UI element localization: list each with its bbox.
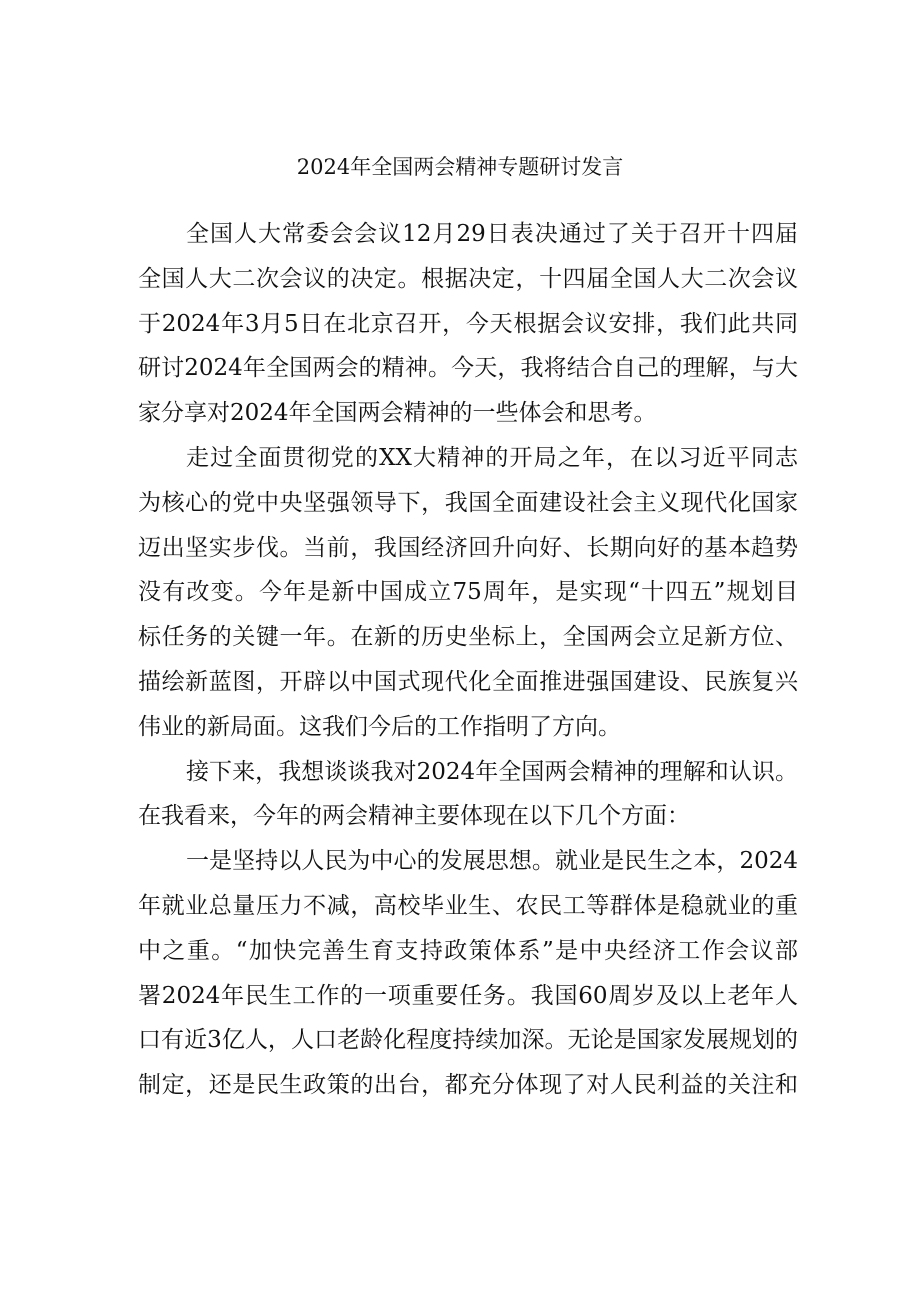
paragraph-line: 年就业总量压力不减，高校毕业生、农民工等群体是稳就业的重 (138, 892, 798, 919)
paragraph-line: 迈出坚实步伐。当前，我国经济回升向好、长期向好的基本趋势 (138, 534, 798, 561)
paragraph-line: 家分享对2024年全国两会精神的一些体会和思考。 (138, 400, 657, 427)
paragraph-line: 研讨2024年全国两会的精神。今天，我将结合自己的理解，与大 (138, 355, 798, 382)
paragraph-line: 走过全面贯彻党的XX大精神的开局之年，在以习近平同志 (186, 444, 798, 471)
paragraph-line: 标任务的关键一年。在新的历史坐标上，全国两会立足新方位、 (138, 624, 798, 651)
paragraph-line: 接下来，我想谈谈我对2024年全国两会精神的理解和认识。 (186, 758, 798, 785)
document-title: 2024年全国两会精神专题研讨发言 (296, 155, 624, 179)
paragraph-line: 没有改变。今年是新中国成立75周年，是实现“十四五”规划目 (138, 579, 798, 606)
paragraph-line: 全国人大二次会议的决定。根据决定，十四届全国人大二次会议 (138, 265, 798, 292)
paragraph-line: 伟业的新局面。这我们今后的工作指明了方向。 (138, 713, 621, 740)
paragraph-line: 全国人大常委会会议12月29日表决通过了关于召开十四届 (186, 221, 798, 247)
document-body (138, 212, 798, 1108)
paragraph-line: 描绘新蓝图，开辟以中国式现代化全面推进强国建设、民族复兴 (138, 668, 798, 695)
paragraph-line: 为核心的党中央坚强领导下，我国全面建设社会主义现代化国家 (138, 489, 798, 516)
paragraph-line: 一是坚持以人民为中心的发展思想。就业是民生之本，2024 (186, 848, 798, 875)
paragraph-line: 于2024年3月5日在北京召开，今天根据会议安排，我们此共同 (138, 310, 798, 337)
paragraph-line: 中之重。“加快完善生育支持政策体系”是中央经济工作会议部 (138, 937, 798, 964)
paragraph-line: 口有近3亿人，人口老龄化程度持续加深。无论是国家发展规划的 (138, 1027, 798, 1054)
paragraph-line: 制定，还是民生政策的出台，都充分体现了对人民利益的关注和 (138, 1072, 798, 1099)
paragraph-line: 署2024年民生工作的一项重要任务。我国60周岁及以上老年人 (138, 982, 798, 1009)
paragraph-line: 在我看来，今年的两会精神主要体现在以下几个方面： (138, 803, 690, 830)
